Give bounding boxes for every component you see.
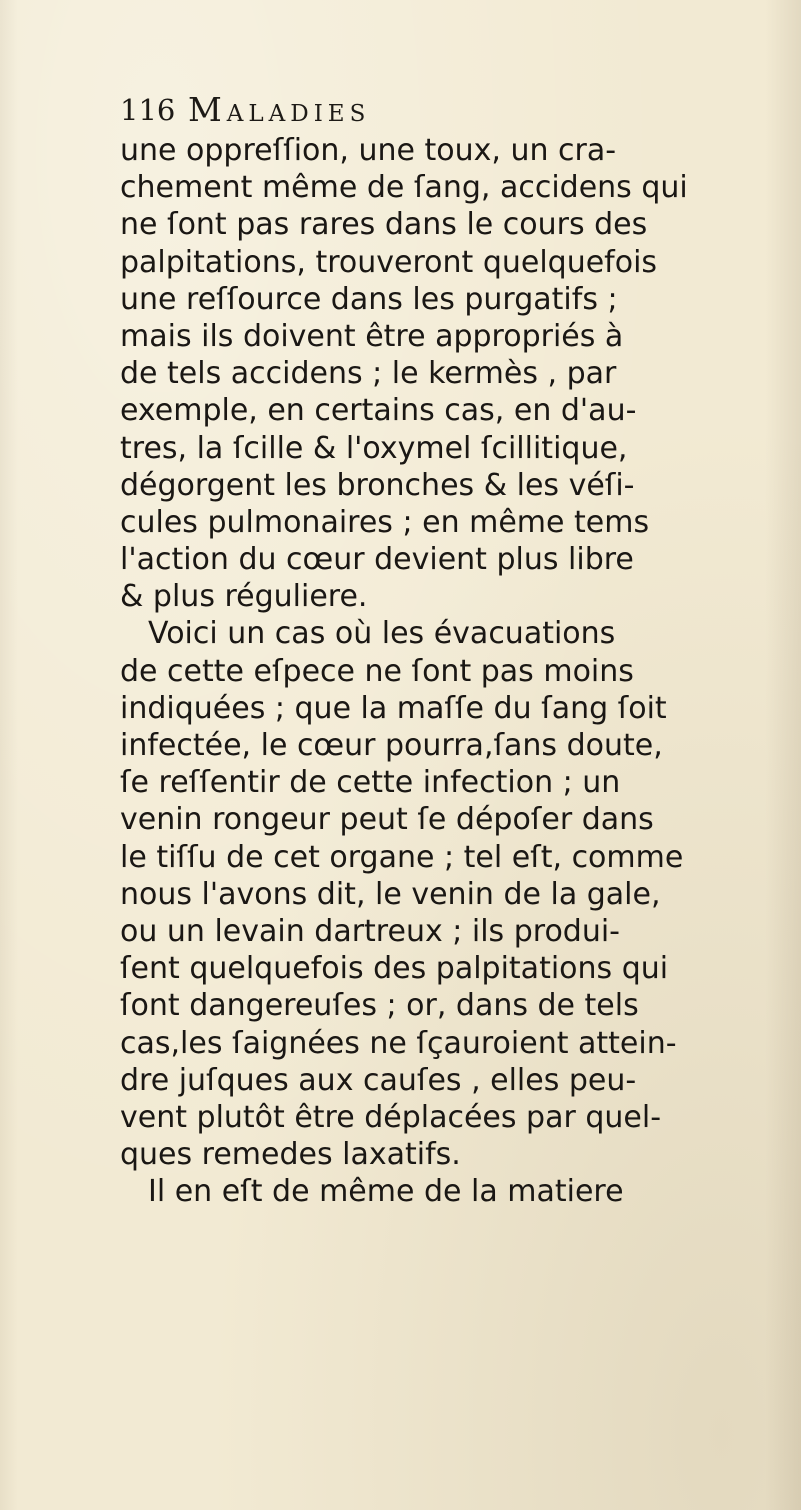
body-text [120,132,790,1210]
text-line: une oppreſſion, une toux, un cra- [120,133,617,168]
text-line: l'action du cœur devient plus libre [120,542,634,578]
page-header [120,92,580,130]
text-line: ques remedes laxatifs. [120,1137,461,1173]
running-head: Maladies [188,90,371,129]
text-line: chement même de ſang, accidens qui [120,170,688,206]
text-line: & plus réguliere. [120,579,368,615]
text-line: infectée, le cœur pourra,ſans doute, [120,728,663,763]
text-line: de tels accidens ; le kermès , par [120,356,617,392]
text-line: venin rongeur peut ſe dépoſer dans [120,802,654,838]
text-line: indiquées ; que la maſſe du ſang ſoit [120,690,667,726]
text-line: cas,les ſaignées ne ſçauroient attein- [120,1025,677,1061]
text-line: ſent quelquefois des palpitations qui [120,951,669,987]
text-line: dégorgent les bronches & les véſi- [120,467,635,503]
text-line: ou un levain dartreux ; ils produi- [120,913,621,949]
text-line: palpitations, trouveront quelquefois [120,244,658,280]
page-number: 116 [120,93,176,127]
text-line: ſont dangereuſes ; or, dans de tels [120,988,639,1024]
text-line: Il en eſt de même de la matiere [148,1174,624,1210]
text-line: dre juſques aux cauſes , elles peu- [120,1062,637,1098]
text-line: cules pulmonaires ; en même tems [120,504,650,540]
text-line: tres, la ſcille & l'oxymel ſcillitique, [120,430,628,466]
text-line: Voici un cas où les évacuations [148,616,616,652]
text-line: exemple, en certains cas, en d'au- [120,393,637,429]
text-line: le tiſſu de cet organe ; tel eſt, comme [120,839,684,875]
text-line: ne ſont pas rares dans le cours des [120,207,648,243]
text-line: nous l'avons dit, le venin de la gale, [120,876,661,912]
text-line: de cette eſpece ne ſont pas moins [120,653,634,689]
text-line: une reſſource dans les purgatifs ; [120,281,618,317]
text-line: vent plutôt être déplacées par quel- [120,1099,662,1135]
text-line: ſe reſſentir de cette infection ; un [120,765,621,801]
page-left-shadow [0,0,18,1510]
text-line: mais ils doivent être appropriés à [120,318,624,354]
